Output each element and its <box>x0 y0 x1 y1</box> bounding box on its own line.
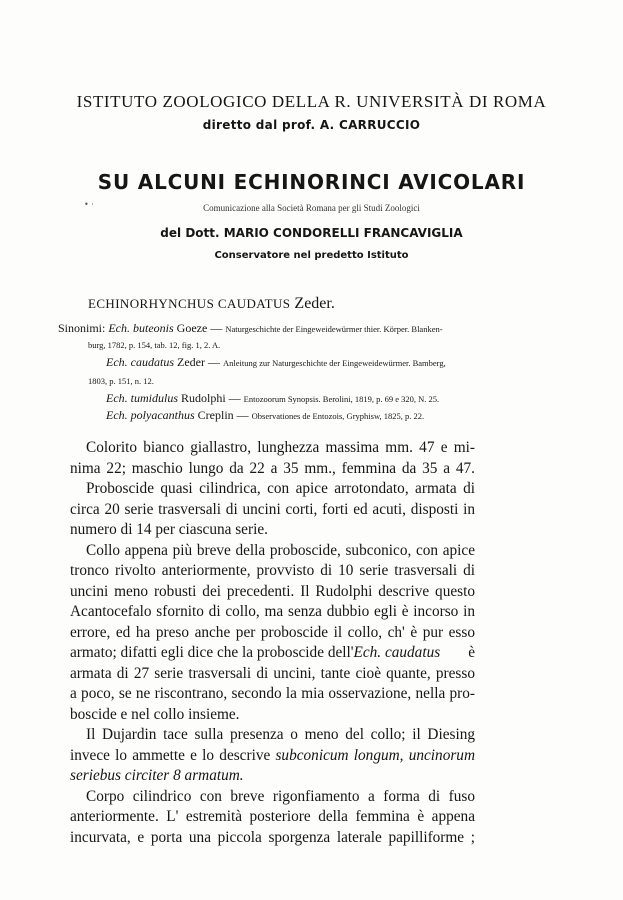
synonym-entry: Ech. tumidulus Rudolphi — Entozoorum Synopsis. Berolini, 1819, p. 69 e 320, N. 25. <box>106 391 440 405</box>
article-title: SU ALCUNI ECHINORINCI AVICOLARI <box>97 170 526 194</box>
text-line: numero di 14 per ciascuna serie. <box>70 521 268 538</box>
italic-quote: subconicum longum, uncinorum <box>275 746 476 764</box>
species-author: Zeder. <box>294 295 335 312</box>
synonyms-label: Sinonimi: <box>58 321 106 335</box>
text-line: boscide e nel collo insieme. <box>70 705 240 723</box>
text-run: armato; difatti egli dice che la proboscide dell' <box>70 644 354 661</box>
italic-taxon: Ech. caudatus <box>353 644 441 661</box>
synonym-reference-continued <box>88 373 154 388</box>
author-role: Conservatore nel predetto Istituto <box>214 250 409 261</box>
paragraph-5 <box>70 787 475 849</box>
synonym-reference: Observationes de Entozois, Gryphisw, 1825, p. 22. <box>251 411 425 421</box>
italic-quote: seriebus circiter 8 armatum. <box>70 767 244 784</box>
text-line: Il Dujardin tace sulla presenza o meno del collo; il Diesing <box>86 726 475 743</box>
synonym-reference-continuation: burg, 1782, p. 154, tab. 12, fig. 1, 2. A. <box>88 340 221 350</box>
paragraph-1 <box>70 438 475 479</box>
institute-heading: ISTITUTO ZOOLOGICO DELLA R. UNIVERSITÀ DI ROMA <box>76 92 547 111</box>
body-text <box>70 438 475 848</box>
text-line: Collo appena più breve della proboscide, subconico, con apice <box>86 541 475 559</box>
species-name: ECHINORHYNCHUS CAUDATUS <box>88 296 291 311</box>
text-line: Acantocefalo sfornito di collo, ma senza dubbio egli è incorso in <box>70 603 475 620</box>
director-line: diretto dal prof. A. CARRUCCIO <box>202 118 421 132</box>
paragraph-4 <box>70 725 475 787</box>
text-line <box>70 766 475 787</box>
synonym-entry: Ech. caudatus Zeder — Anleitung zur Naturgeschichte der Eingeweidewürmer. Bamberg, <box>106 355 446 369</box>
synonym-reference: Anleitung zur Naturgeschichte der Eingeweidewürmer. Bamberg, <box>222 358 446 368</box>
text-run: invece lo ammette e lo descrive <box>70 746 276 764</box>
text-line: anteriormente. L' estremità posteriore della femmina è appena <box>70 808 475 825</box>
text-line: circa 20 serie trasversali di uncini corti, forti ed acuti, disposti in <box>70 500 475 518</box>
text-line <box>70 643 475 664</box>
species-heading <box>88 295 335 313</box>
synonym-reference: Naturgeschichte der Eingeweidewürmer thier. Körper. Blanken- <box>225 324 443 334</box>
synonym-name: Ech. polyacanthus <box>106 408 195 422</box>
synonym-author: Creplin <box>197 408 234 422</box>
text-line: tronco rivolto anteriormente, provvisto di 10 serie trasversali di <box>70 562 475 579</box>
paragraph-3 <box>70 541 475 726</box>
synonym-author: Zeder <box>177 355 205 369</box>
text-fragment <box>70 643 440 664</box>
synonym-author: Goeze <box>176 321 208 335</box>
text-line: a poco, se ne riscontrano, secondo la mia osservazione, nella pro- <box>70 685 475 702</box>
text-line: errore, ed ha preso anche per proboscide il collo, ch' è pur esso <box>70 623 475 641</box>
text-line: uncini meno robusti dei precedenti. Il Rudolphi descrive questo <box>70 582 475 600</box>
synonym-reference-continued <box>88 337 220 352</box>
print-marks: • · <box>84 200 94 209</box>
synonym-reference-continuation: 1803, p. 151, n. 12. <box>88 376 154 386</box>
synonym-entry: Ech. polyacanthus Creplin — Observationes de Entozois, Gryphisw, 1825, p. 22. <box>106 408 425 422</box>
text-line: armata di 27 serie trasversali di uncini, tante cioè quante, presso <box>70 664 475 682</box>
text-line: nima 22; maschio lungo da 22 a 35 mm., femmina da 35 a 47. <box>70 459 475 477</box>
synonym-name: Ech. buteonis <box>108 321 174 335</box>
synonym-name: Ech. caudatus <box>106 355 174 369</box>
text-line: Corpo cilindrico con breve rigonfiamento a forma di fuso <box>86 787 475 805</box>
text-line <box>70 746 475 767</box>
paragraph-2 <box>70 479 475 541</box>
synonym-reference: Entozoorum Synopsis. Berolini, 1819, p. 69 e 320, N. 25. <box>243 394 440 404</box>
text-line: Proboscide quasi cilindrica, con apice arrotondato, armata di <box>86 480 475 497</box>
synonym-name: Ech. tumidulus <box>106 391 178 405</box>
text-line: incurvata, e porta una piccola sporgenza laterale papilliforme ; <box>70 828 475 846</box>
synonym-entry: Sinonimi: Ech. buteonis Goeze — Naturgeschichte der Eingeweidewürmer thier. Körper. Blanken- <box>58 321 443 335</box>
text-run: è <box>468 644 475 661</box>
author-line: del Dott. MARIO CONDORELLI FRANCAVIGLIA <box>160 226 463 240</box>
synonym-author: Rudolphi <box>181 391 226 405</box>
communication-note: Comunicazione alla Società Romana per gli Studi Zoologici <box>203 203 420 213</box>
text-line: Colorito bianco giallastro, lunghezza massima mm. 47 e mi- <box>86 439 475 456</box>
